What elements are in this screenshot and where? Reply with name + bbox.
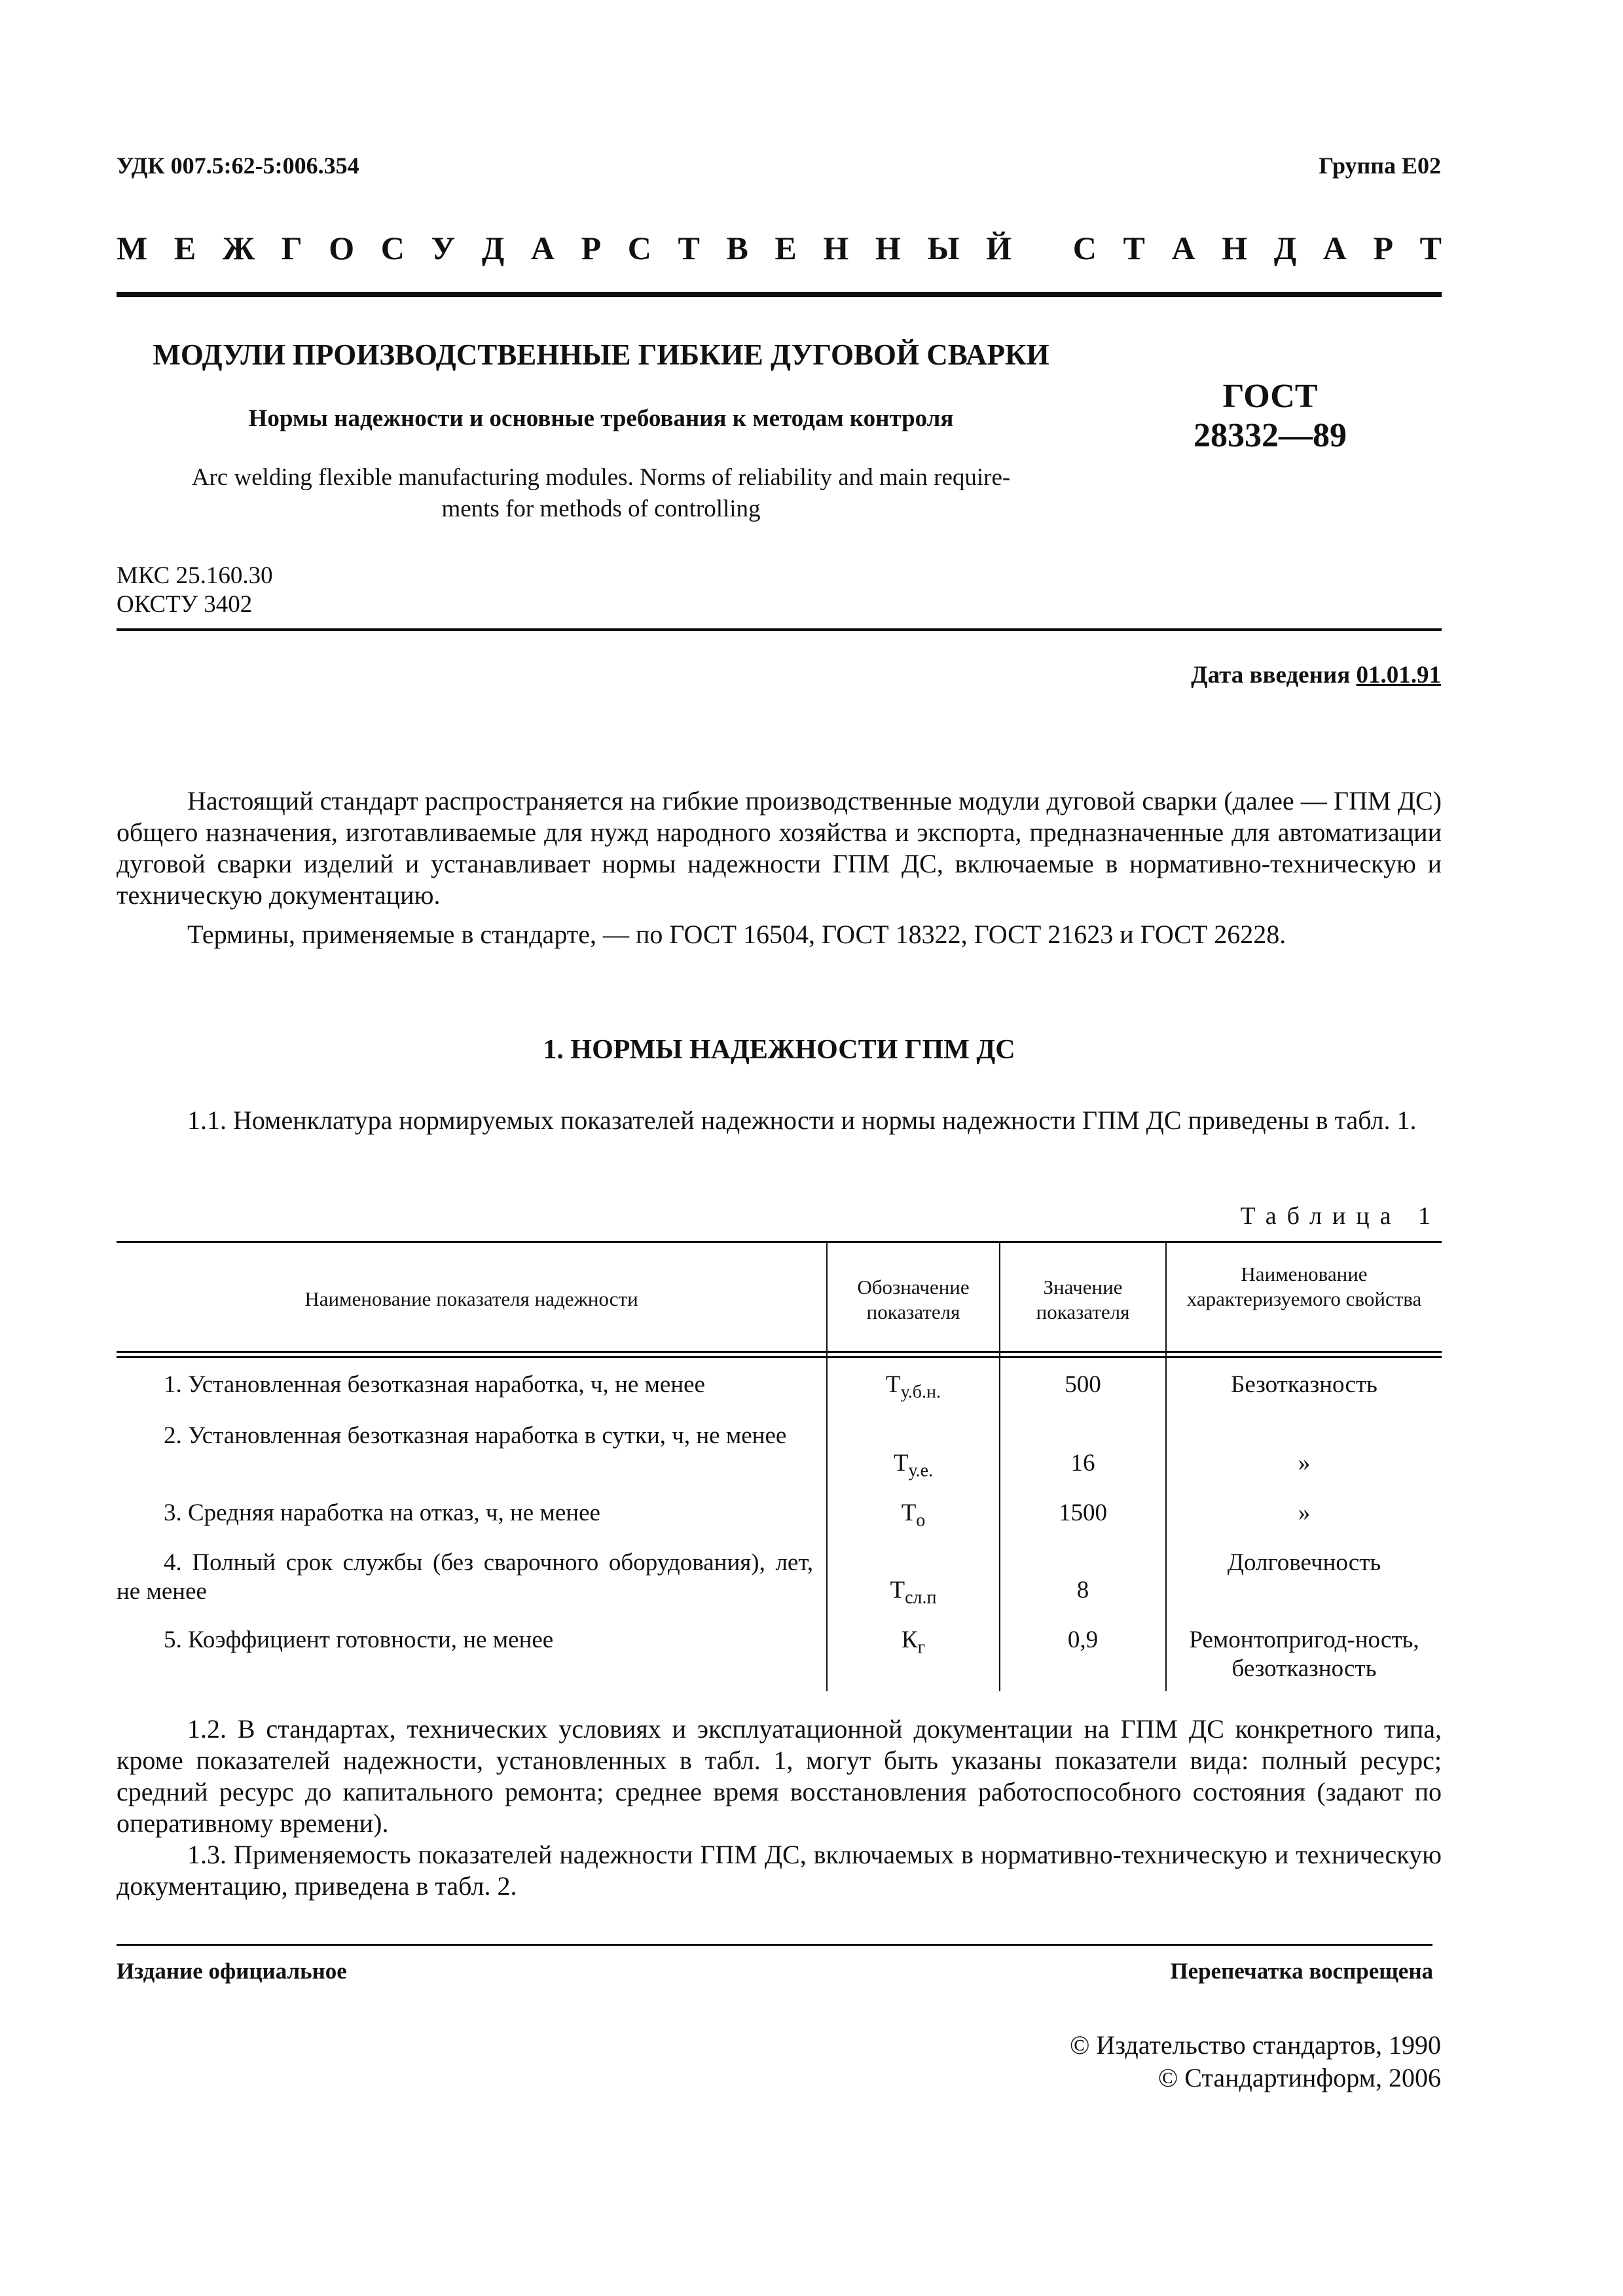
top-thick-rule: [117, 292, 1442, 297]
table-row-1-symbol-sub: у.б.н.: [900, 1382, 941, 1403]
footer-rule: [117, 1944, 1432, 1946]
gost-label: ГОСТ: [1222, 378, 1318, 415]
table-row-2-symbol: [828, 1449, 999, 1485]
group-code: Группа Е02: [1319, 152, 1441, 179]
copyright-line-2: © Стандартинформ, 2006: [1158, 2063, 1441, 2092]
paragraph-1-1: 1.1. Номенклатура нормируемых показателей надежности и нормы надежности ГПМ ДС приведены в табл. 1.: [187, 1105, 1417, 1135]
table-row-3-property: »: [1298, 1499, 1311, 1526]
paragraph-1-3: 1.3. Применяемость показателей надежности ГПМ ДС, включаемых в нормативно-техническую и техническую документацию, приведена в табл. 2.: [117, 1840, 1442, 1901]
intro-paragraph-1: Настоящий стандарт распространяется на гибкие производственные модули дуговой сварки (далее — ГПМ ДС) общего назначения, изготавливаемые для нужд народного хозяйства и экспорта, предназначенные для автоматизации дуговой сварки изделий и устанавливает нормы надежности ГПМ ДС, включаемые в нормативно-техническую и техническую документацию.: [117, 786, 1442, 910]
english-title-line-1: Arc welding flexible manufacturing modules. Norms of reliability and main require-: [191, 464, 1011, 491]
official-edition-note: Издание официальное: [117, 1958, 347, 1984]
table-row-3-symbol: [828, 1499, 999, 1535]
introduction-date: [1191, 661, 1441, 689]
table-row-4-symbol-sub: сл.п: [905, 1587, 937, 1608]
table-header-symbol: Обозначение показателя: [857, 1276, 970, 1323]
table-row-2-symbol-base: Т: [893, 1450, 909, 1477]
table-row-2-value: 16: [1070, 1450, 1095, 1477]
table-header-name: Наименование показателя надежности: [304, 1287, 638, 1310]
table-row-3-name: 3. Средняя наработка на отказ, ч, не менее: [164, 1499, 600, 1526]
table-row-1-property: Безотказность: [1231, 1371, 1377, 1398]
table-row-4-symbol: [828, 1576, 999, 1612]
english-title: [117, 462, 1085, 525]
section-1-heading: 1. НОРМЫ НАДЕЖНОСТИ ГПМ ДС: [543, 1035, 1015, 1065]
table-header-property: Наименование характеризуемого свойства: [1186, 1263, 1422, 1310]
table-row-3-symbol-sub: о: [916, 1510, 926, 1531]
table-header-rule-1: [117, 1351, 1442, 1353]
table-header-rule-2: [117, 1356, 1442, 1358]
okstu-code: ОКСТУ 3402: [117, 591, 253, 618]
interstate-standard-banner: [117, 229, 1451, 267]
table-row-5-symbol: [828, 1626, 999, 1662]
header-bottom-rule: [117, 628, 1442, 631]
table-row-4-name: 4. Полный срок службы (без сварочного оборудования), лет, не менее: [117, 1549, 813, 1605]
document-subtitle: Нормы надежности и основные требования к методам контроля: [248, 405, 954, 432]
table-row-2-symbol-sub: у.е.: [908, 1460, 934, 1481]
table-row-1-name: 1. Установленная безотказная наработка, ч, не менее: [164, 1371, 705, 1398]
gost-designation: [1113, 377, 1427, 456]
table-row-5-name: 5. Коэффициент готовности, не менее: [164, 1626, 554, 1653]
document-title: МОДУЛИ ПРОИЗВОДСТВЕННЫЕ ГИБКИЕ ДУГОВОЙ СВАРКИ: [153, 338, 1049, 371]
udk-code: УДК 007.5:62-5:006.354: [117, 152, 359, 179]
copyright-block: [1070, 2029, 1441, 2094]
table-row-5-value: 0,9: [1067, 1626, 1099, 1653]
english-title-line-2: ments for methods of controlling: [441, 495, 761, 522]
table-row-5-property: Ремонтопригод-ность, безотказность: [1189, 1626, 1419, 1682]
paragraph-1-2: 1.2. В стандартах, технических условиях и эксплуатационной документации на ГПМ ДС конкретного типа, кроме показателей надежности, установленных в табл. 1, могут быть указаны показатели вида: полный ресурс; средний ресурс до капитального ремонта; среднее время восстановления работоспособного состояния (задают по оперативному времени).: [117, 1714, 1442, 1838]
introduction-date-label: Дата введения: [1191, 662, 1351, 689]
table-row-4-value: 8: [1076, 1577, 1089, 1604]
table-row-2-name: 2. Установленная безотказная наработка в сутки, ч, не менее: [164, 1422, 787, 1449]
table-header-value: Значение показателя: [1036, 1276, 1130, 1323]
table-row-5-symbol-base: К: [901, 1626, 918, 1653]
table-1-caption: Таблица 1: [1240, 1202, 1441, 1230]
table-row-1-symbol-base: Т: [885, 1371, 901, 1398]
table-row-1-symbol: [828, 1371, 999, 1407]
reprint-prohibited-note: Перепечатка воспрещена: [1170, 1958, 1433, 1984]
table-row-4-symbol-base: Т: [890, 1577, 905, 1604]
copyright-line-1: © Издательство стандартов, 1990: [1069, 2030, 1441, 2060]
table-row-3-value: 1500: [1059, 1499, 1107, 1526]
table-row-3-symbol-base: Т: [901, 1499, 917, 1526]
interstate-standard-text: М Е Ж Г О С У Д А Р С Т В Е Н Н Ы Й С Т А Н Д А Р Т: [117, 230, 1451, 266]
introduction-date-value: 01.01.91: [1356, 662, 1441, 689]
mks-code: МКС 25.160.30: [117, 562, 273, 589]
table-top-rule: [117, 1241, 1442, 1243]
table-row-1-value: 500: [1065, 1371, 1101, 1398]
table-row-5-symbol-sub: г: [917, 1637, 926, 1658]
table-row-2-property: »: [1298, 1450, 1311, 1477]
table-row-4-property: Долговечность: [1227, 1549, 1381, 1576]
intro-paragraph-2: Термины, применяемые в стандарте, — по ГОСТ 16504, ГОСТ 18322, ГОСТ 21623 и ГОСТ 26228.: [187, 920, 1286, 949]
gost-number: 28332—89: [1194, 417, 1347, 454]
classification-codes: [117, 562, 273, 619]
